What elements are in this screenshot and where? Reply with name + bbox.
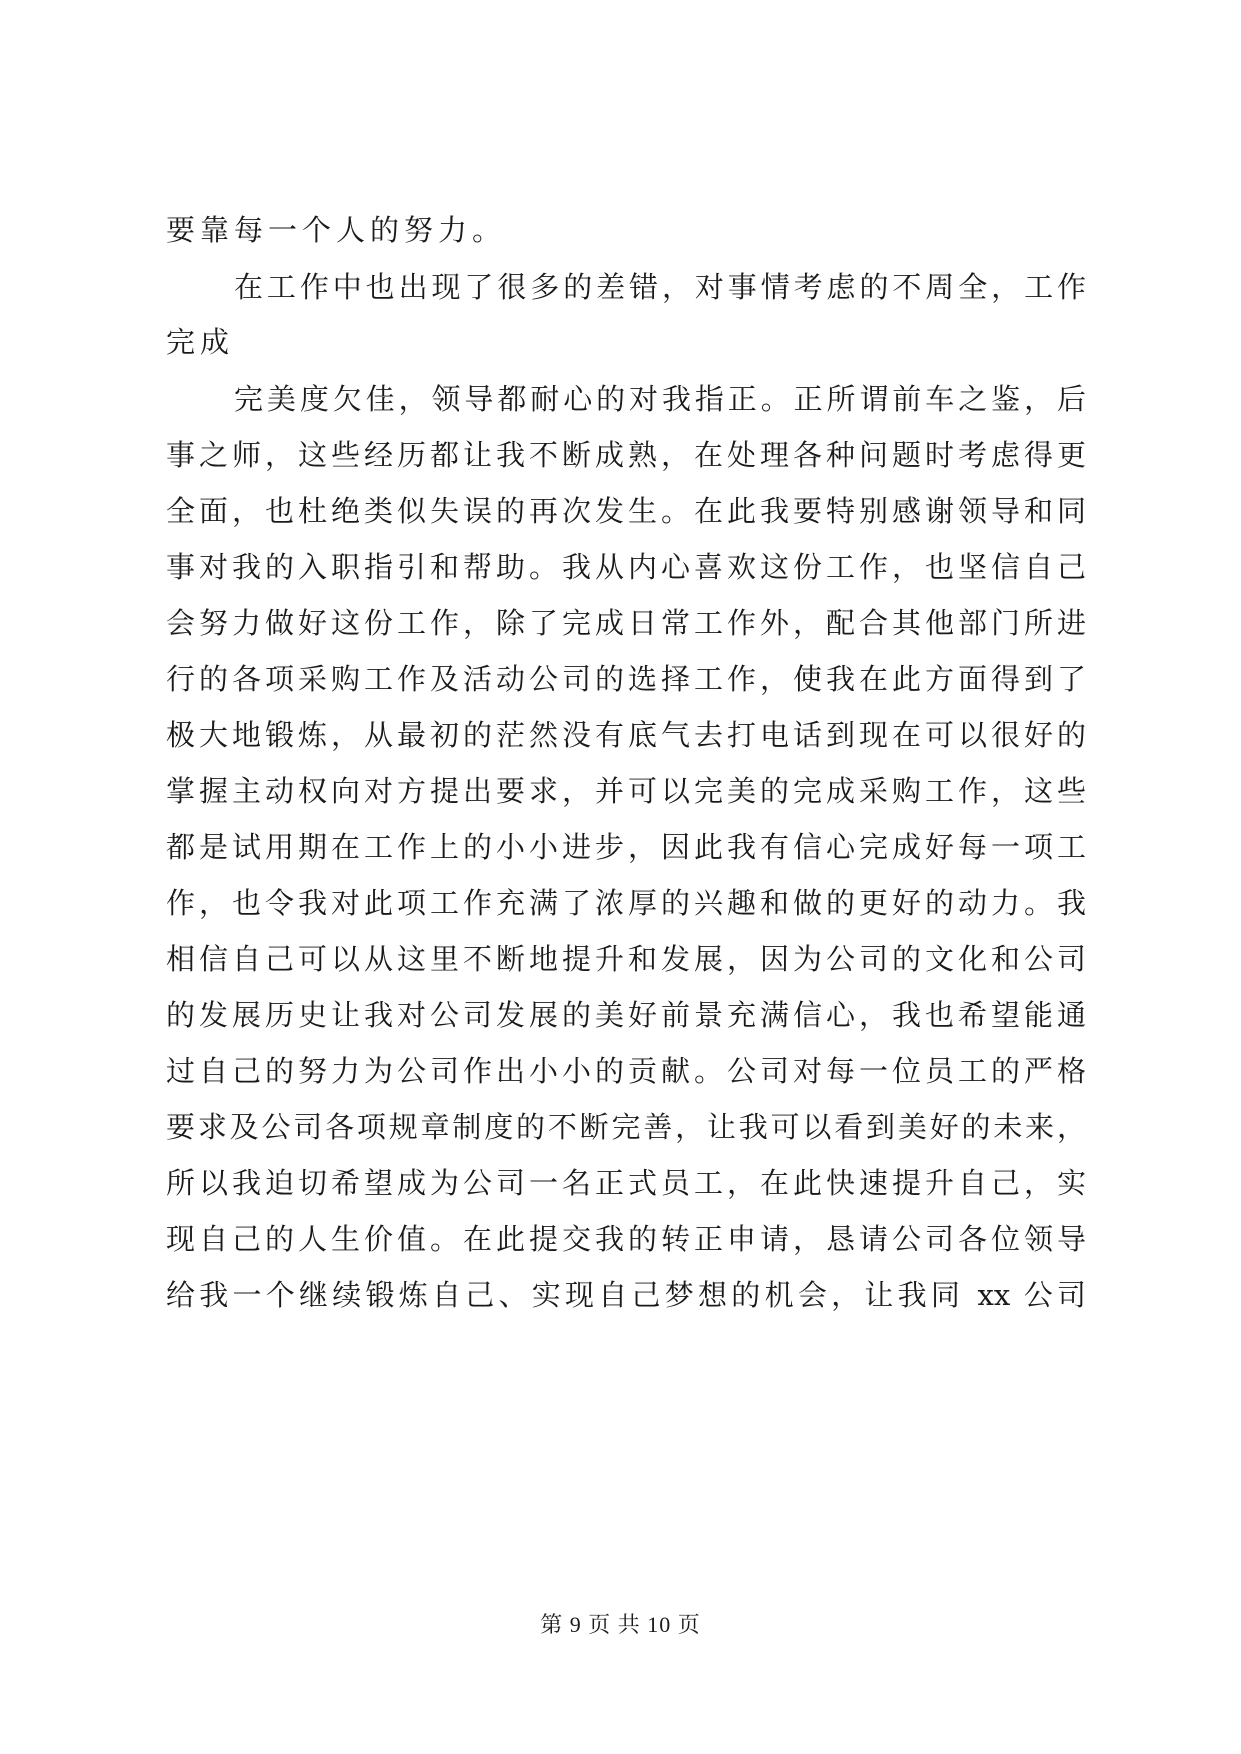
text-line: 行的各项采购工作及活动公司的选择工作，使我在此方面得到了: [166, 662, 1086, 696]
text-line: 事对我的入职指引和帮助。我从内心喜欢这份工作，也坚信自己: [166, 550, 1086, 584]
text-line: 掌握主动权向对方提出要求，并可以完美的完成采购工作，这些: [166, 774, 1086, 808]
paragraph-first-line: 在工作中也出现了很多的差错，对事情考虑的不周全，工作: [234, 270, 1086, 304]
paragraph-first-line: 完美度欠佳，领导都耐心的对我指正。正所谓前车之鉴，后: [234, 382, 1086, 416]
text-line: 现自己的人生价值。在此提交我的转正申请，恳请公司各位领导: [166, 1222, 1086, 1256]
text-line: 全面，也杜绝类似失误的再次发生。在此我要特别感谢领导和同: [166, 494, 1086, 528]
text-line: 要求及公司各项规章制度的不断完善，让我可以看到美好的未来，: [166, 1110, 1086, 1144]
text-line: 作，也令我对此项工作充满了浓厚的兴趣和做的更好的动力。我: [166, 886, 1086, 920]
text-line: 要靠每一个人的努力。: [166, 213, 507, 247]
text-line: 所以我迫切希望成为公司一名正式员工，在此快速提升自己，实: [166, 1166, 1086, 1200]
text-line: 事之师，这些经历都让我不断成熟，在处理各种问题时考虑得更: [166, 438, 1086, 472]
text-line: 完成: [166, 325, 235, 359]
text-line: 会努力做好这份工作，除了完成日常工作外，配合其他部门所进: [166, 606, 1086, 640]
text-line: 都是试用期在工作上的小小进步，因此我有信心完成好每一项工: [166, 830, 1086, 864]
text-line: 相信自己可以从这里不断地提升和发展，因为公司的文化和公司: [166, 942, 1086, 976]
text-line: 给我一个继续锻炼自己、实现自己梦想的机会，让我同 xx 公司: [166, 1278, 1086, 1312]
page-number-footer: 第 9 页 共 10 页: [540, 1612, 701, 1637]
text-line: 过自己的努力为公司作出小小的贡献。公司对每一位员工的严格: [166, 1054, 1086, 1088]
text-line: 的发展历史让我对公司发展的美好前景充满信心，我也希望能通: [166, 998, 1086, 1032]
text-line: 极大地锻炼，从最初的茫然没有底气去打电话到现在可以很好的: [166, 718, 1086, 752]
